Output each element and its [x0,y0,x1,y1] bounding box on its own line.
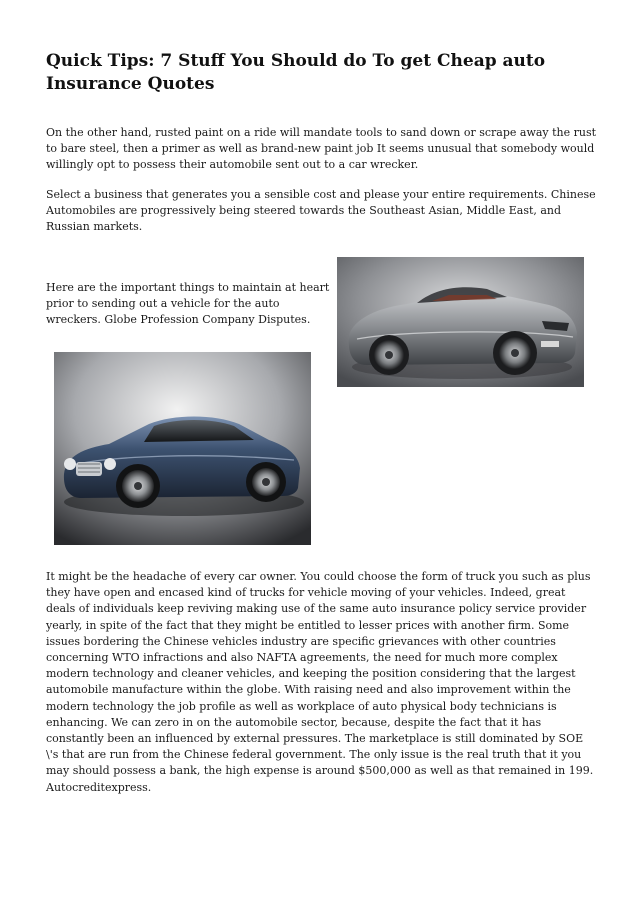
paragraph-1: On the other hand, rusted paint on a ride will mandate tools to sand down or scrape away the rust to bare steel, then a primer as well as brand-new paint job It seems unusual that somebody would willingly opt to possess their automobile sent out to a car wrecker. [46,126,597,172]
coupe-car-photo [54,352,311,545]
page-title: Quick Tips: 7 Stuff You Should do To get Cheap auto Insurance Quotes [46,51,546,94]
paragraph-2: Select a business that generates you a sensible cost and please your entire requirements. Chinese Automobiles are progressively being steered towards the Southeast Asian, Middle East, and Russian markets. [46,188,596,234]
roadster-car-photo [337,257,584,387]
paragraph-4: It might be the headache of every car owner. You could choose the form of truck you such as plus they have open and encased kind of trucks for vehicle moving of your vehicles. Indeed, great deals of individuals keep reviving making use of the same auto insurance policy service provider yearly, in spite of the fact that they might be entitled to lesser prices with another firm. Some issues bordering the Chinese vehicles industry are specific grievances with other countries concerning WTO infractions and also NAFTA agreements, the need for much more complex modern technology and cleaner vehicles, and keeping the position considering that the largest automobile manufacture within the globe. With raising need and also improvement within the modern technology the job profile as well as workplace of auto physical body technicians is enhancing. We can zero in on the automobile sector, because, despite the fact that it has constantly been an influenced by external pressures. The marketplace is still dominated by SOE \'s that are run from the Chinese federal government. The only issue is the real truth that it you may should possess a bank, the high expense is around $500,000 as well as that remained in 199. Autocreditexpress. [46,570,594,794]
roadster-car-illustration [337,257,584,387]
paragraph-3: Here are the important things to maintain at heart prior to sending out a vehicle for the auto wreckers. Globe Profession Company Disputes. [46,281,330,327]
coupe-car-illustration [54,352,311,545]
